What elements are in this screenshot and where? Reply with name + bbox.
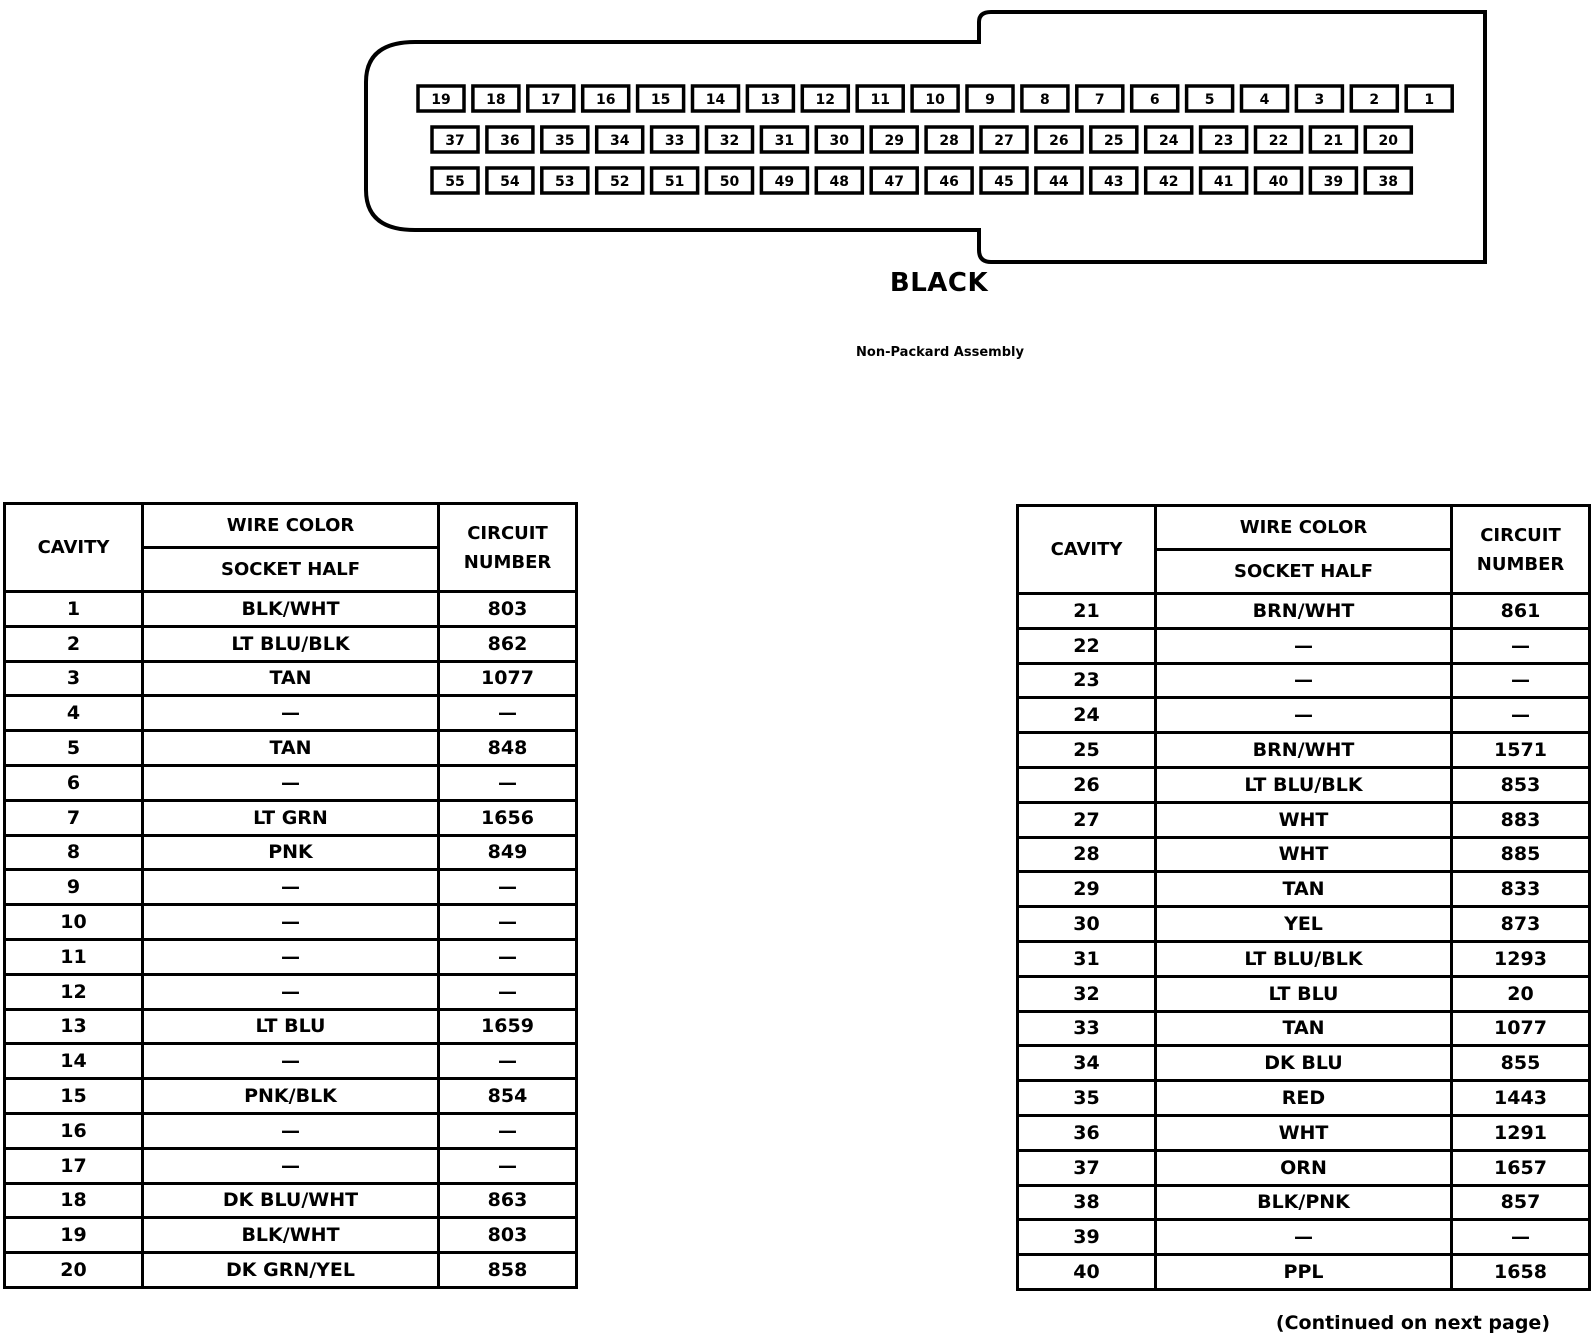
- cavity-3: [1296, 86, 1342, 111]
- cavity-cell: 14: [5, 1044, 143, 1079]
- cavity-cell: 11: [5, 939, 143, 974]
- cavity-cell: 40: [1018, 1255, 1156, 1290]
- cavity-number: 43: [1104, 174, 1124, 190]
- table-row: [1018, 941, 1590, 976]
- table-row: [5, 626, 577, 661]
- cavity-number: 52: [609, 174, 630, 190]
- cavity-cell: 33: [1018, 1011, 1156, 1046]
- cavity-number: 6: [1149, 92, 1160, 108]
- circuit-cell: —: [439, 870, 577, 905]
- cavity-number: 54: [500, 174, 520, 190]
- circuit-cell: —: [439, 696, 577, 731]
- cavity-4: [1242, 86, 1288, 111]
- circuit-cell: —: [1452, 628, 1590, 663]
- cavity-number: 14: [705, 92, 726, 108]
- cavity-number: 10: [925, 92, 945, 108]
- circuit-header-line1: CIRCUIT: [1480, 524, 1561, 546]
- wire-color-cell: BLK/WHT: [143, 592, 439, 627]
- circuit-cell: —: [439, 974, 577, 1009]
- cavity-number: 1: [1424, 92, 1435, 108]
- circuit-cell: 20: [1452, 976, 1590, 1011]
- circuit-header-line2: NUMBER: [463, 551, 552, 573]
- wire-color-cell: WHT: [1156, 802, 1452, 837]
- assembly-note: Non-Packard Assembly: [856, 345, 1024, 360]
- cavity-number: 34: [609, 133, 630, 149]
- cavity-cell: 10: [5, 905, 143, 940]
- circuit-cell: 1658: [1452, 1255, 1590, 1290]
- table-row: [5, 661, 577, 696]
- cavity-14: [693, 86, 739, 111]
- circuit-cell: —: [439, 1148, 577, 1183]
- circuit-header-line2: NUMBER: [1476, 553, 1565, 575]
- cavity-cell: 17: [5, 1148, 143, 1183]
- table-row: [1018, 628, 1590, 663]
- wire-color-cell: YEL: [1156, 907, 1452, 942]
- circuit-cell: 858: [439, 1253, 577, 1288]
- circuit-cell: —: [439, 1044, 577, 1079]
- wire-color-cell: DK BLU/WHT: [143, 1183, 439, 1218]
- wire-color-cell: RED: [1156, 1081, 1452, 1116]
- circuit-cell: 1293: [1452, 941, 1590, 976]
- table-row: [5, 696, 577, 731]
- cavity-cell: 4: [5, 696, 143, 731]
- wire-color-cell: —: [143, 1113, 439, 1148]
- wire-color-cell: TAN: [143, 661, 439, 696]
- cavity-cell: 19: [5, 1218, 143, 1253]
- pinout-table-right: [1016, 504, 1591, 1291]
- cavity-26: [1036, 127, 1082, 152]
- cavity-number: 45: [994, 174, 1014, 190]
- wire-color-cell: —: [143, 696, 439, 731]
- circuit-cell: 1077: [1452, 1011, 1590, 1046]
- wire-color-cell: LT BLU: [1156, 976, 1452, 1011]
- wire-color-cell: TAN: [1156, 872, 1452, 907]
- circuit-cell: 803: [439, 1218, 577, 1253]
- circuit-cell: —: [439, 1113, 577, 1148]
- cavity-number: 49: [774, 174, 795, 190]
- cavity-40: [1256, 168, 1302, 193]
- circuit-cell: 1443: [1452, 1081, 1590, 1116]
- cavity-cell: 22: [1018, 628, 1156, 663]
- cavity-13: [747, 86, 793, 111]
- cavity-53: [542, 168, 588, 193]
- cavity-25: [1091, 127, 1137, 152]
- cavity-cell: 28: [1018, 837, 1156, 872]
- cavity-header: CAVITY: [1018, 506, 1156, 594]
- table-row: [5, 731, 577, 766]
- cavity-number: 28: [939, 133, 959, 149]
- cavity-51: [652, 168, 698, 193]
- cavity-cell: 7: [5, 800, 143, 835]
- cavity-number: 19: [431, 92, 451, 108]
- cavity-number: 11: [870, 92, 890, 108]
- wire-color-cell: DK GRN/YEL: [143, 1253, 439, 1288]
- cavity-cell: 5: [5, 731, 143, 766]
- cavity-54: [487, 168, 533, 193]
- cavity-cell: 16: [5, 1113, 143, 1148]
- cavity-50: [707, 168, 753, 193]
- cavity-27: [981, 127, 1027, 152]
- cavity-number: 7: [1094, 92, 1105, 108]
- cavity-number: 30: [829, 133, 850, 149]
- cavity-cell: 24: [1018, 698, 1156, 733]
- wire-color-cell: WHT: [1156, 837, 1452, 872]
- cavity-number: 47: [884, 174, 904, 190]
- cavity-39: [1310, 168, 1356, 193]
- cavity-number: 18: [486, 92, 506, 108]
- cavity-number: 5: [1204, 92, 1215, 108]
- table-row: [1018, 837, 1590, 872]
- wire-color-cell: BLK/WHT: [143, 1218, 439, 1253]
- wire-color-cell: —: [1156, 628, 1452, 663]
- table-row: [5, 592, 577, 627]
- cavity-number: 16: [595, 92, 616, 108]
- table-row: [1018, 1220, 1590, 1255]
- circuit-cell: 1657: [1452, 1150, 1590, 1185]
- table-row: [5, 905, 577, 940]
- circuit-cell: 803: [439, 592, 577, 627]
- table-row: [5, 1148, 577, 1183]
- table-row: [1018, 698, 1590, 733]
- cavity-number: 55: [445, 174, 465, 190]
- circuit-cell: 854: [439, 1079, 577, 1114]
- wire-color-cell: TAN: [143, 731, 439, 766]
- cavity-number: 4: [1259, 92, 1270, 108]
- circuit-cell: —: [1452, 1220, 1590, 1255]
- cavity-15: [638, 86, 684, 111]
- cavity-12: [802, 86, 848, 111]
- cavity-11: [857, 86, 903, 111]
- circuit-cell: 873: [1452, 907, 1590, 942]
- wire-color-header: WIRE COLOR: [143, 504, 439, 548]
- circuit-cell: 862: [439, 626, 577, 661]
- cavity-36: [487, 127, 533, 152]
- cavity-number: 24: [1158, 133, 1179, 149]
- wire-color-cell: PNK/BLK: [143, 1079, 439, 1114]
- table-row: [5, 1253, 577, 1288]
- table-row: [5, 870, 577, 905]
- wire-color-cell: —: [143, 1044, 439, 1079]
- cavity-number: 17: [541, 92, 561, 108]
- cavity-2: [1351, 86, 1397, 111]
- cavity-number: 8: [1040, 92, 1050, 108]
- circuit-cell: 883: [1452, 802, 1590, 837]
- cavity-cell: 23: [1018, 663, 1156, 698]
- cavity-5: [1187, 86, 1233, 111]
- cavity-cell: 2: [5, 626, 143, 661]
- cavity-number: 37: [445, 133, 465, 149]
- table-row: [5, 800, 577, 835]
- socket-half-header: SOCKET HALF: [143, 548, 439, 592]
- cavity-number: 50: [719, 174, 740, 190]
- cavity-31: [761, 127, 807, 152]
- cavity-number: 39: [1323, 174, 1344, 190]
- wire-color-cell: —: [143, 905, 439, 940]
- circuit-header-line1: CIRCUIT: [467, 522, 548, 544]
- wire-color-cell: ORN: [1156, 1150, 1452, 1185]
- cavity-18: [473, 86, 519, 111]
- cavity-cell: 32: [1018, 976, 1156, 1011]
- cavity-number: 53: [555, 174, 575, 190]
- wire-color-cell: —: [143, 1148, 439, 1183]
- cavity-number: 32: [719, 133, 740, 149]
- circuit-cell: 1656: [439, 800, 577, 835]
- cavity-header: CAVITY: [5, 504, 143, 592]
- cavity-34: [597, 127, 643, 152]
- cavity-number: 38: [1378, 174, 1399, 190]
- wire-color-cell: —: [1156, 1220, 1452, 1255]
- cavity-number: 12: [815, 92, 836, 108]
- cavity-32: [707, 127, 753, 152]
- cavity-cell: 8: [5, 835, 143, 870]
- wire-color-cell: WHT: [1156, 1115, 1452, 1150]
- cavity-number: 15: [650, 92, 671, 108]
- wire-color-cell: LT BLU/BLK: [143, 626, 439, 661]
- continued-note: (Continued on next page): [1275, 1312, 1550, 1334]
- cavity-cell: 13: [5, 1009, 143, 1044]
- table-row: [1018, 872, 1590, 907]
- cavity-38: [1365, 168, 1411, 193]
- cavity-number: 22: [1268, 133, 1289, 149]
- cavity-cell: 35: [1018, 1081, 1156, 1116]
- cavity-number: 25: [1104, 133, 1124, 149]
- socket-half-header: SOCKET HALF: [1156, 550, 1452, 594]
- cavity-number: 51: [664, 174, 685, 190]
- table-row: [1018, 907, 1590, 942]
- circuit-cell: 833: [1452, 872, 1590, 907]
- cavity-cell: 36: [1018, 1115, 1156, 1150]
- wire-color-cell: PNK: [143, 835, 439, 870]
- cavity-cell: 30: [1018, 907, 1156, 942]
- circuit-cell: 853: [1452, 767, 1590, 802]
- cavity-number: 20: [1378, 133, 1399, 149]
- table-row: [5, 1009, 577, 1044]
- cavity-37: [432, 127, 478, 152]
- table-row: [5, 1218, 577, 1253]
- connector-color-label: BLACK: [889, 268, 989, 298]
- circuit-cell: —: [439, 765, 577, 800]
- cavity-cell: 12: [5, 974, 143, 1009]
- circuit-cell: 855: [1452, 1046, 1590, 1081]
- cavity-24: [1146, 127, 1192, 152]
- cavity-35: [542, 127, 588, 152]
- wire-color-cell: LT GRN: [143, 800, 439, 835]
- table-row: [5, 1113, 577, 1148]
- cavity-cell: 38: [1018, 1185, 1156, 1220]
- wire-color-cell: BRN/WHT: [1156, 594, 1452, 629]
- circuit-cell: —: [439, 939, 577, 974]
- circuit-cell: 1077: [439, 661, 577, 696]
- cavity-10: [912, 86, 958, 111]
- cavity-49: [761, 168, 807, 193]
- cavity-number: 9: [985, 92, 995, 108]
- cavity-41: [1201, 168, 1247, 193]
- cavity-52: [597, 168, 643, 193]
- cavity-17: [528, 86, 574, 111]
- cavity-number: 27: [994, 133, 1014, 149]
- cavity-cell: 39: [1018, 1220, 1156, 1255]
- table-row: [1018, 594, 1590, 629]
- cavity-number: 42: [1158, 174, 1179, 190]
- wire-color-cell: —: [143, 974, 439, 1009]
- cavity-cell: 21: [1018, 594, 1156, 629]
- wire-color-cell: —: [143, 939, 439, 974]
- cavity-cell: 34: [1018, 1046, 1156, 1081]
- cavity-47: [871, 168, 917, 193]
- cavity-19: [418, 86, 464, 111]
- cavity-number: 33: [664, 133, 685, 149]
- cavity-number: 35: [555, 133, 575, 149]
- table-row: [1018, 1185, 1590, 1220]
- cavity-22: [1256, 127, 1302, 152]
- cavity-cell: 20: [5, 1253, 143, 1288]
- table-row: [1018, 1150, 1590, 1185]
- cavity-number: 13: [760, 92, 781, 108]
- cavity-45: [981, 168, 1027, 193]
- cavity-number: 2: [1369, 92, 1380, 108]
- cavity-cell: 9: [5, 870, 143, 905]
- cavity-16: [583, 86, 629, 111]
- wire-color-cell: BRN/WHT: [1156, 733, 1452, 768]
- cavity-29: [871, 127, 917, 152]
- table-row: [1018, 663, 1590, 698]
- cavity-30: [816, 127, 862, 152]
- cavity-46: [926, 168, 972, 193]
- table-row: [5, 1044, 577, 1079]
- table-row: [5, 939, 577, 974]
- cavity-number: 40: [1268, 174, 1289, 190]
- wire-color-cell: TAN: [1156, 1011, 1452, 1046]
- cavity-21: [1310, 127, 1356, 152]
- cavity-48: [816, 168, 862, 193]
- wire-color-cell: LT BLU/BLK: [1156, 767, 1452, 802]
- cavity-number: 46: [939, 174, 959, 190]
- circuit-cell: 885: [1452, 837, 1590, 872]
- wire-color-cell: —: [143, 870, 439, 905]
- table-row: [5, 1079, 577, 1114]
- wire-color-cell: DK BLU: [1156, 1046, 1452, 1081]
- circuit-cell: 857: [1452, 1185, 1590, 1220]
- cavity-43: [1091, 168, 1137, 193]
- table-row: [5, 1183, 577, 1218]
- connector-diagram: [0, 0, 1594, 360]
- circuit-cell: 848: [439, 731, 577, 766]
- cavity-grid: [418, 86, 1452, 193]
- circuit-cell: 1291: [1452, 1115, 1590, 1150]
- cavity-23: [1201, 127, 1247, 152]
- cavity-number: 3: [1314, 92, 1325, 108]
- cavity-33: [652, 127, 698, 152]
- pinout-table-left: [3, 502, 578, 1289]
- wire-color-cell: LT BLU: [143, 1009, 439, 1044]
- cavity-number: 29: [884, 133, 904, 149]
- cavity-8: [1022, 86, 1068, 111]
- cavity-number: 26: [1049, 133, 1069, 149]
- cavity-number: 36: [500, 133, 520, 149]
- circuit-cell: —: [439, 905, 577, 940]
- circuit-number-header: [439, 504, 577, 592]
- cavity-28: [926, 127, 972, 152]
- wire-color-cell: BLK/PNK: [1156, 1185, 1452, 1220]
- circuit-cell: 863: [439, 1183, 577, 1218]
- circuit-cell: 861: [1452, 594, 1590, 629]
- circuit-cell: —: [1452, 698, 1590, 733]
- wire-color-header: WIRE COLOR: [1156, 506, 1452, 550]
- table-row: [5, 835, 577, 870]
- table-row: [1018, 976, 1590, 1011]
- wire-color-cell: —: [143, 765, 439, 800]
- wire-color-cell: PPL: [1156, 1255, 1452, 1290]
- cavity-44: [1036, 168, 1082, 193]
- cavity-number: 31: [774, 133, 795, 149]
- circuit-number-header: [1452, 506, 1590, 594]
- table-row: [1018, 802, 1590, 837]
- cavity-6: [1132, 86, 1178, 111]
- cavity-number: 41: [1213, 174, 1234, 190]
- cavity-cell: 18: [5, 1183, 143, 1218]
- cavity-9: [967, 86, 1013, 111]
- circuit-cell: 849: [439, 835, 577, 870]
- cavity-number: 23: [1213, 133, 1234, 149]
- cavity-cell: 37: [1018, 1150, 1156, 1185]
- wire-color-cell: LT BLU/BLK: [1156, 941, 1452, 976]
- cavity-cell: 25: [1018, 733, 1156, 768]
- cavity-1: [1406, 86, 1452, 111]
- cavity-cell: 15: [5, 1079, 143, 1114]
- table-row: [1018, 1046, 1590, 1081]
- table-row: [5, 974, 577, 1009]
- cavity-20: [1365, 127, 1411, 152]
- cavity-cell: 6: [5, 765, 143, 800]
- table-row: [1018, 1081, 1590, 1116]
- table-row: [1018, 733, 1590, 768]
- cavity-cell: 26: [1018, 767, 1156, 802]
- cavity-42: [1146, 168, 1192, 193]
- circuit-cell: 1659: [439, 1009, 577, 1044]
- cavity-cell: 3: [5, 661, 143, 696]
- cavity-55: [432, 168, 478, 193]
- wire-color-cell: —: [1156, 663, 1452, 698]
- cavity-cell: 1: [5, 592, 143, 627]
- cavity-cell: 27: [1018, 802, 1156, 837]
- wire-color-cell: —: [1156, 698, 1452, 733]
- cavity-cell: 29: [1018, 872, 1156, 907]
- cavity-number: 21: [1323, 133, 1344, 149]
- cavity-7: [1077, 86, 1123, 111]
- table-row: [1018, 1115, 1590, 1150]
- cavity-cell: 31: [1018, 941, 1156, 976]
- cavity-number: 44: [1049, 174, 1069, 190]
- table-row: [5, 765, 577, 800]
- circuit-cell: 1571: [1452, 733, 1590, 768]
- table-row: [1018, 1255, 1590, 1290]
- table-row: [1018, 767, 1590, 802]
- cavity-number: 48: [829, 174, 850, 190]
- table-row: [1018, 1011, 1590, 1046]
- circuit-cell: —: [1452, 663, 1590, 698]
